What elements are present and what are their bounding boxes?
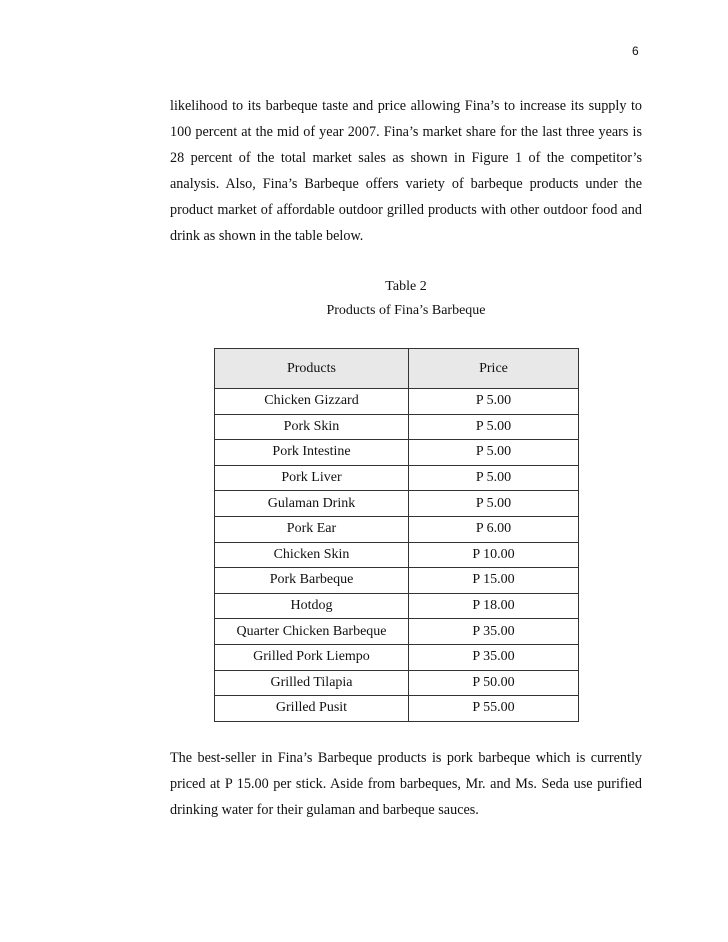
table-row: [215, 389, 579, 415]
table-row: [215, 516, 579, 542]
table-caption: Products of Fina’s Barbeque: [326, 303, 486, 318]
products-table: [214, 348, 579, 722]
product-price-cell: P 5.00: [408, 389, 578, 415]
product-price-cell: P 5.00: [408, 465, 578, 491]
table-row: [215, 491, 579, 517]
table-row: [215, 414, 579, 440]
closing-paragraph: The best-seller in Fina’s Barbeque products is pork barbeque which is currently priced at P 15.00 per stick. Aside from barbeques, Mr. and Ms. Seda use purified drinking water for their gulaman and barbeque sauces.: [170, 750, 642, 818]
table-label: Table 2: [385, 279, 427, 294]
product-name-cell: Chicken Gizzard: [215, 389, 409, 415]
page-number: 6: [632, 44, 639, 58]
product-price-cell: P 15.00: [408, 568, 578, 594]
table-row: [215, 696, 579, 722]
product-name-cell: Grilled Tilapia: [215, 670, 409, 696]
product-name-cell: Grilled Pusit: [215, 696, 409, 722]
product-price-cell: P 5.00: [408, 440, 578, 466]
intro-paragraph: likelihood to its barbeque taste and price allowing Fina’s to increase its supply to 100 percent at the mid of year 2007. Fina’s market share for the last three years is 28 percent of the total market sales as shown in Figure 1 of the competitor’s analysis. Also, Fina’s Barbeque offers variety of barbeque products under the product market of affordable outdoor grilled products with other outdoor food and drink as shown in the table below.: [170, 98, 642, 244]
header-products: Products: [215, 349, 409, 389]
header-price: Price: [408, 349, 578, 389]
table-row: [215, 440, 579, 466]
product-price-cell: P 55.00: [408, 696, 578, 722]
product-name-cell: Hotdog: [215, 593, 409, 619]
table-header-row: [215, 349, 579, 389]
product-name-cell: Pork Skin: [215, 414, 409, 440]
table-row: [215, 670, 579, 696]
product-price-cell: P 18.00: [408, 593, 578, 619]
table-row: [215, 465, 579, 491]
product-price-cell: P 35.00: [408, 619, 578, 645]
product-name-cell: Pork Intestine: [215, 440, 409, 466]
table-row: [215, 542, 579, 568]
product-price-cell: P 6.00: [408, 516, 578, 542]
product-name-cell: Pork Ear: [215, 516, 409, 542]
product-price-cell: P 10.00: [408, 542, 578, 568]
product-price-cell: P 50.00: [408, 670, 578, 696]
table-row: [215, 644, 579, 670]
product-price-cell: P 5.00: [408, 414, 578, 440]
product-price-cell: P 35.00: [408, 644, 578, 670]
product-price-cell: P 5.00: [408, 491, 578, 517]
table-row: [215, 619, 579, 645]
product-name-cell: Gulaman Drink: [215, 491, 409, 517]
product-name-cell: Pork Barbeque: [215, 568, 409, 594]
product-name-cell: Chicken Skin: [215, 542, 409, 568]
product-name-cell: Pork Liver: [215, 465, 409, 491]
product-name-cell: Grilled Pork Liempo: [215, 644, 409, 670]
table-row: [215, 568, 579, 594]
products-table-body: [215, 389, 579, 722]
product-name-cell: Quarter Chicken Barbeque: [215, 619, 409, 645]
table-row: [215, 593, 579, 619]
